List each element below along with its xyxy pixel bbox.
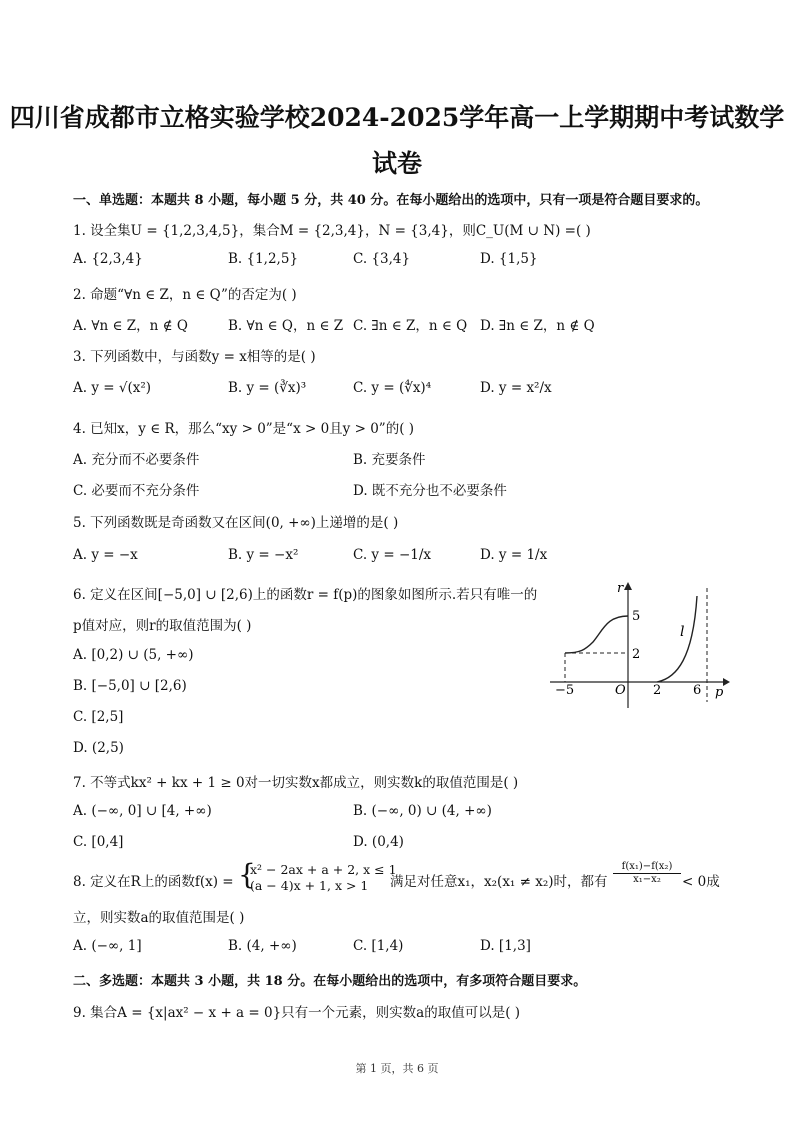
q4-option-a: A. 充分而不必要条件 (73, 452, 200, 468)
r-axis-arrow (624, 582, 632, 590)
fraction-denominator: x₁−x₂ (633, 874, 661, 885)
question-5-stem: 5. 下列函数既是奇函数又在区间(0, +∞)上递增的是( ) (73, 515, 399, 531)
q8-option-b: B. (4, +∞) (228, 938, 297, 954)
q1-option-b: B. {1,2,5} (228, 251, 299, 267)
fraction (613, 861, 681, 885)
q8-option-c: C. [1,4) (353, 938, 404, 954)
question-6-stem-line1: 6. 定义在区间[−5,0] ∪ [2,6)上的函数r = f(p)的图象如图所示.若只有唯一的 (73, 587, 538, 603)
q5-option-b: B. y = −x² (228, 547, 299, 563)
function-graph-figure (545, 578, 730, 713)
q2-option-d: D. ∃n ∈ Z，n ∉ Q (480, 318, 595, 334)
q7-option-a: A. (−∞, 0] ∪ [4, +∞) (73, 803, 212, 819)
right-curve (657, 596, 697, 682)
q4-option-c: C. 必要而不充分条件 (73, 483, 200, 499)
q4-option-d: D. 既不充分也不必要条件 (353, 483, 507, 499)
question-8-suffix: < 0成 (682, 874, 720, 890)
q1-option-d: D. {1,5} (480, 251, 538, 267)
q5-option-c: C. y = −1/x (353, 547, 432, 563)
page-title-line2: 试卷 (371, 149, 422, 178)
q2-option-c: C. ∃n ∈ Z，n ∈ Q (353, 318, 468, 334)
q7-option-c: C. [0,4] (73, 834, 124, 850)
q2-option-a: A. ∀n ∈ Z，n ∉ Q (73, 318, 188, 334)
piecewise-case-2: (a − 4)x + 1, x > 1 (250, 878, 369, 893)
question-8-middle: 满足对任意x₁，x₂(x₁ ≠ x₂)时，都有 (390, 874, 608, 890)
q6-option-b: B. [−5,0] ∪ [2,6) (73, 678, 187, 694)
q3-option-b: B. y = (∛x)³ (228, 380, 307, 396)
q6-option-a: A. [0,2) ∪ (5, +∞) (73, 647, 194, 663)
tick-label-minus5: −5 (555, 683, 575, 698)
q3-option-c: C. y = (∜x)⁴ (353, 380, 432, 396)
page-title-line1: 四川省成都市立格实验学校2024-2025学年高一上学期期中考试数学 (9, 103, 785, 132)
section2-heading: 二、多选题：本题共 3 小题，共 18 分。在每小题给出的选项中，有多项符合题目要求。 (73, 974, 587, 989)
q7-option-b: B. (−∞, 0) ∪ (4, +∞) (353, 803, 492, 819)
question-7-stem: 7. 不等式kx² + kx + 1 ≥ 0对一切实数x都成立，则实数k的取值范围是( ) (73, 775, 519, 791)
question-8-prefix: 8. 定义在R上的函数f(x) = (73, 874, 234, 890)
origin-label: O (615, 683, 626, 698)
left-curve (565, 616, 628, 653)
question-8-stem-line2: 立，则实数a的取值范围是( ) (73, 910, 245, 926)
q8-option-a: A. (−∞, 1] (73, 938, 142, 954)
q4-option-b: B. 充要条件 (353, 452, 426, 468)
q5-option-d: D. y = 1/x (480, 547, 548, 563)
q5-option-a: A. y = −x (73, 547, 138, 563)
piecewise-brace: { (238, 858, 256, 891)
q1-option-a: A. {2,3,4} (73, 251, 143, 267)
p-axis-arrow (723, 678, 730, 686)
curve-label: l (680, 624, 685, 640)
question-1-stem: 1. 设全集U = {1,2,3,4,5}，集合M = {2,3,4}，N = {3,4}，则C_U(M ∪ N) =( ) (73, 223, 591, 239)
p-axis-label: p (715, 685, 724, 700)
question-6-stem-line2: p值对应，则r的取值范围为( ) (73, 618, 252, 634)
question-4-stem: 4. 已知x，y ∈ R，那么“xy > 0”是“x > 0且y > 0”的( ) (73, 421, 415, 437)
r-axis-label: r (617, 581, 624, 596)
q1-option-c: C. {3,4} (353, 251, 411, 267)
q6-option-d: D. (2,5) (73, 740, 124, 756)
q6-option-c: C. [2,5] (73, 709, 124, 725)
tick-label-r5: 5 (632, 609, 641, 624)
q3-option-a: A. y = √(x²) (73, 380, 152, 396)
section1-heading: 一、单选题：本题共 8 小题，每小题 5 分，共 40 分。在每小题给出的选项中，只有一项是符合题目要求的。 (73, 193, 709, 208)
question-9-stem: 9. 集合A = {x|ax² − x + a = 0}只有一个元素，则实数a的取值可以是( ) (73, 1005, 521, 1021)
tick-label-r2: 2 (632, 647, 641, 662)
fraction-numerator: f(x₁)−f(x₂) (613, 861, 681, 874)
q3-option-d: D. y = x²/x (480, 380, 552, 396)
tick-label-p6: 6 (693, 683, 702, 698)
q8-option-d: D. [1,3] (480, 938, 531, 954)
question-3-stem: 3. 下列函数中，与函数y = x相等的是( ) (73, 349, 316, 365)
piecewise-case-1: x² − 2ax + a + 2, x ≤ 1 (250, 862, 397, 877)
q7-option-d: D. (0,4) (353, 834, 404, 850)
question-2-stem: 2. 命题“∀n ∈ Z，n ∈ Q”的否定为( ) (73, 287, 297, 303)
q2-option-b: B. ∀n ∈ Q，n ∈ Z (228, 318, 344, 334)
tick-label-p2: 2 (653, 683, 662, 698)
page-footer: 第 1 页，共 6 页 (355, 1062, 439, 1075)
